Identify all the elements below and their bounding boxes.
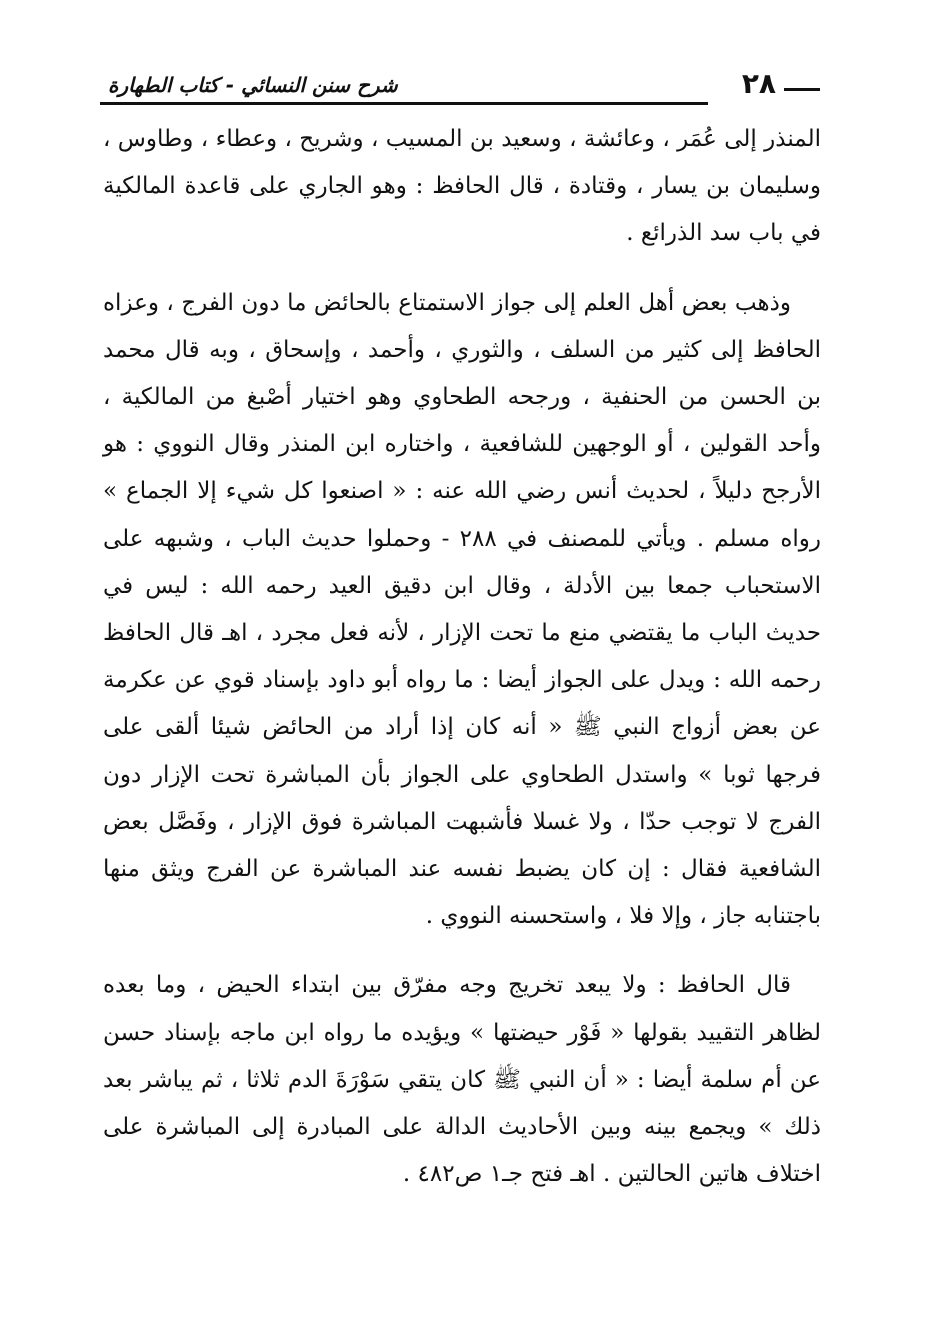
main-text bbox=[103, 116, 821, 1198]
running-title: شرح سنن النسائي - كتاب الطهارة bbox=[108, 73, 398, 97]
running-head bbox=[100, 66, 820, 106]
page-number: ٢٨ bbox=[741, 67, 776, 100]
paragraph: المنذر إلى عُمَر ، وعائشة ، وسعيد بن المسيب ، وشريح ، وعطاء ، وطاوس ، وسليمان بن يسار ، وقتادة ، قال الحافظ : وهو الجاري على قاعدة المالكية في باب سد الذرائع . bbox=[103, 126, 821, 247]
header-rule bbox=[784, 88, 820, 91]
paragraph: قال الحافظ : ولا يبعد تخريج وجه مفرّق بين ابتداء الحيض ، وما بعده لظاهر التقييد بقولها « فَوْر حيضتها » ويؤيده ما رواه ابن ماجه بإسناد حسن عن أم سلمة أيضا : « أن النبي ﷺ كان يتقي سَوْرَةَ الدم ثلاثا ، ثم يباشر بعد ذلك » ويجمع بينه وبين الأحاديث الدالة على المبادرة إلى المباشرة على اختلاف هاتين الحالتين . اهـ فتح جـ١ ص٤٨٢ . bbox=[103, 972, 821, 1188]
paragraph: وذهب بعض أهل العلم إلى جواز الاستمتاع بالحائض ما دون الفرج ، وعزاه الحافظ إلى كثير من السلف ، والثوري ، وأحمد ، وإسحاق ، وبه قال محمد بن الحسن من الحنفية ، ورجحه الطحاوي وهو اختيار أصْبغ من المالكية ، وأحد القولين ، أو الوجهين للشافعية ، واختاره ابن المنذر وقال النووي : هو الأرجح دليلاً ، لحديث أنس رضي الله عنه : « اصنعوا كل شيء إلا الجماع » رواه مسلم . ويأتي للمصنف في ٢٨٨ - وحملوا حديث الباب ، وشبهه على الاستحباب جمعا بين الأدلة ، وقال ابن دقيق العيد رحمه الله : ليس في حديث الباب ما يقتضي منع ما تحت الإزار ، لأنه فعل مجرد ، اهـ قال الحافظ رحمه الله : ويدل على الجواز أيضا : ما رواه أبو داود بإسناد قوي عن عكرمة عن بعض أزواج النبي ﷺ « أنه كان إذا أراد من الحائض شيئا ألقى على فرجها ثوبا » واستدل الطحاوي على الجواز بأن المباشرة تحت الإزار دون الفرج لا توجب حدّا ، ولا غسلا فأشبهت المباشرة فوق الإزار ، وفَصَّل بعض الشافعية فقال : إن كان يضبط نفسه عند المباشرة عن الفرج ويثق منها باجتنابه جاز ، وإلا فلا ، واستحسنه النووي . bbox=[103, 289, 821, 930]
header-underline bbox=[100, 102, 708, 105]
